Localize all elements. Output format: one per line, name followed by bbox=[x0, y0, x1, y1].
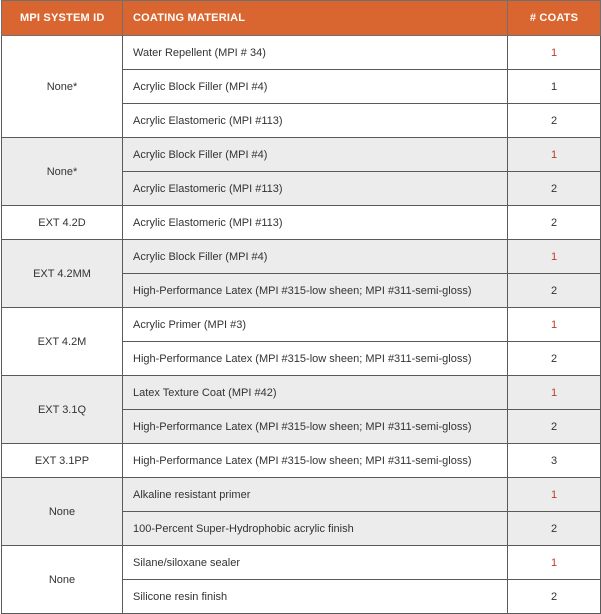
coats-cell: 1 bbox=[508, 36, 601, 70]
table-row bbox=[2, 478, 601, 512]
table-row bbox=[2, 206, 601, 240]
system-id-cell: EXT 4.2MM bbox=[2, 240, 123, 308]
coating-material-cell: High-Performance Latex (MPI #315-low sheen; MPI #311-semi-gloss) bbox=[123, 444, 508, 478]
coats-cell: 2 bbox=[508, 274, 601, 308]
table-row bbox=[2, 36, 601, 70]
coating-systems-table bbox=[1, 0, 601, 614]
header-system-id: MPI SYSTEM ID bbox=[2, 1, 123, 36]
coating-material-cell: High-Performance Latex (MPI #315-low sheen; MPI #311-semi-gloss) bbox=[123, 274, 508, 308]
coating-material-cell: Acrylic Elastomeric (MPI #113) bbox=[123, 172, 508, 206]
coating-material-cell: Water Repellent (MPI # 34) bbox=[123, 36, 508, 70]
coating-material-cell: High-Performance Latex (MPI #315-low sheen; MPI #311-semi-gloss) bbox=[123, 410, 508, 444]
table-header-row bbox=[2, 1, 601, 36]
coats-cell: 2 bbox=[508, 342, 601, 376]
table-row bbox=[2, 240, 601, 274]
coating-material-cell: High-Performance Latex (MPI #315-low sheen; MPI #311-semi-gloss) bbox=[123, 342, 508, 376]
coats-cell: 1 bbox=[508, 308, 601, 342]
coats-cell: 1 bbox=[508, 546, 601, 580]
coats-cell: 2 bbox=[508, 104, 601, 138]
coating-material-cell: Acrylic Block Filler (MPI #4) bbox=[123, 240, 508, 274]
coats-cell: 2 bbox=[508, 512, 601, 546]
table-row bbox=[2, 376, 601, 410]
coats-cell: 1 bbox=[508, 478, 601, 512]
table-row bbox=[2, 138, 601, 172]
coating-material-cell: Acrylic Elastomeric (MPI #113) bbox=[123, 104, 508, 138]
coats-cell: 1 bbox=[508, 376, 601, 410]
system-id-cell: EXT 4.2D bbox=[2, 206, 123, 240]
system-id-cell: EXT 3.1PP bbox=[2, 444, 123, 478]
coating-material-cell: Acrylic Primer (MPI #3) bbox=[123, 308, 508, 342]
coating-material-cell: Alkaline resistant primer bbox=[123, 478, 508, 512]
coats-cell: 2 bbox=[508, 172, 601, 206]
system-id-cell: None* bbox=[2, 138, 123, 206]
table-body bbox=[2, 36, 601, 614]
coating-material-cell: Latex Texture Coat (MPI #42) bbox=[123, 376, 508, 410]
coats-cell: 2 bbox=[508, 580, 601, 614]
coats-cell: 1 bbox=[508, 138, 601, 172]
header-coating-material: COATING MATERIAL bbox=[123, 1, 508, 36]
coats-cell: 3 bbox=[508, 444, 601, 478]
coating-material-cell: Silicone resin finish bbox=[123, 580, 508, 614]
coating-material-cell: Acrylic Block Filler (MPI #4) bbox=[123, 138, 508, 172]
system-id-cell: None bbox=[2, 478, 123, 546]
table-row bbox=[2, 546, 601, 580]
coating-material-cell: 100-Percent Super-Hydrophobic acrylic finish bbox=[123, 512, 508, 546]
header-coats: # COATS bbox=[508, 1, 601, 36]
coating-material-cell: Acrylic Block Filler (MPI #4) bbox=[123, 70, 508, 104]
system-id-cell: None bbox=[2, 546, 123, 614]
coats-cell: 1 bbox=[508, 240, 601, 274]
coats-cell: 2 bbox=[508, 410, 601, 444]
system-id-cell: None* bbox=[2, 36, 123, 138]
coating-material-cell: Acrylic Elastomeric (MPI #113) bbox=[123, 206, 508, 240]
table-row bbox=[2, 444, 601, 478]
system-id-cell: EXT 3.1Q bbox=[2, 376, 123, 444]
coats-cell: 2 bbox=[508, 206, 601, 240]
table-row bbox=[2, 308, 601, 342]
system-id-cell: EXT 4.2M bbox=[2, 308, 123, 376]
coats-cell: 1 bbox=[508, 70, 601, 104]
coating-material-cell: Silane/siloxane sealer bbox=[123, 546, 508, 580]
